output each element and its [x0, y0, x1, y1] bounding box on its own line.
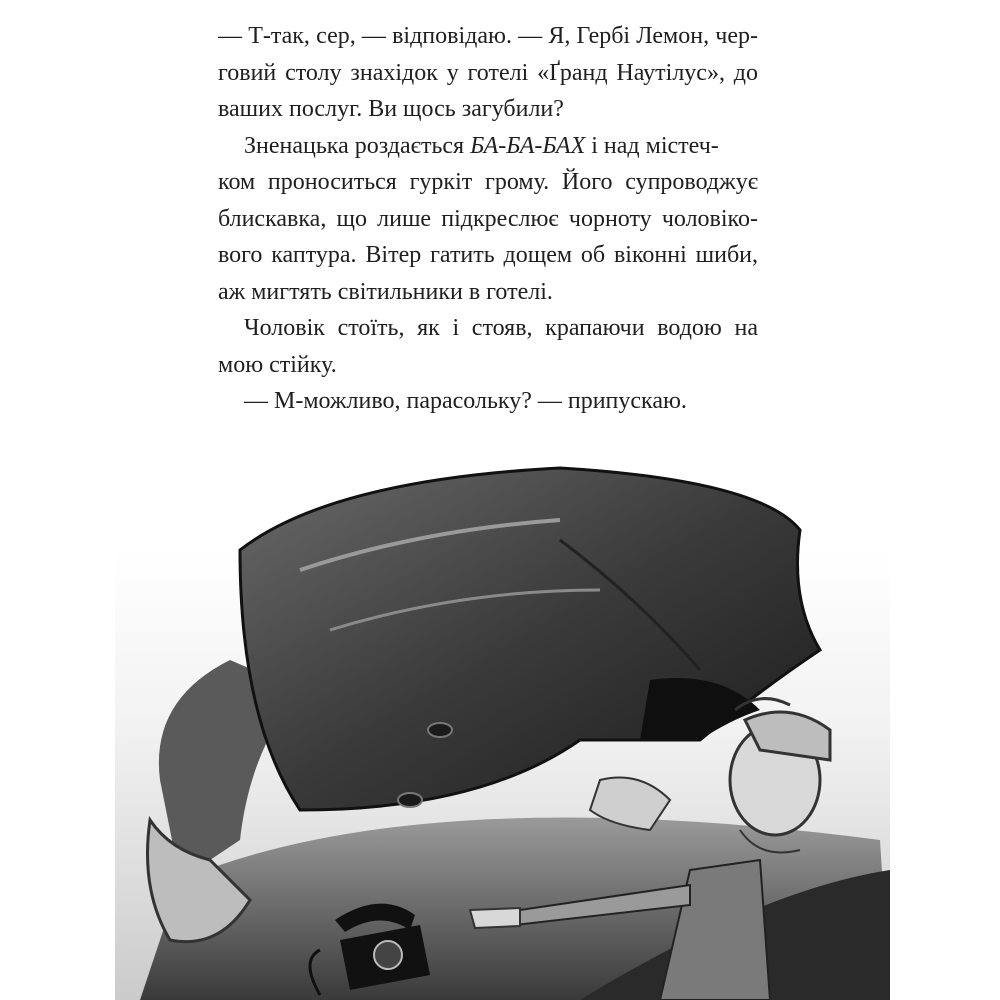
- text-line-2: говий столу знахідок у готелі «Ґранд Наутілус», до: [218, 59, 758, 86]
- text-line-3: ваших послуг. Ви щось загубили?: [218, 96, 564, 122]
- text-line-1: — Т-так, сер, — відповідаю. — Я, Гербі Лемон, чер-: [218, 23, 758, 49]
- text-line-4: [218, 128, 758, 165]
- text-line-6: блискавка, що лише підкреслює чорноту чоловіко-: [218, 205, 758, 232]
- text-line-5: ком проноситься гуркіт грому. Його супроводжує: [218, 169, 758, 195]
- text-line-11: — М-можливо, парасольку? — припускаю.: [244, 388, 687, 414]
- text-line-9: Чоловік стоїть, як і стояв, крапаючи водою на: [244, 315, 758, 341]
- text-line-4-start: Зненацька роздається: [244, 132, 471, 159]
- text-line-7: вого каптура. Вітер гатить дощем об віконні шиби,: [218, 242, 758, 268]
- hooded-figure-and-bellboy-illustration: [0, 420, 1000, 1000]
- sound-effect: БА-БА-БАХ: [470, 132, 586, 159]
- text-line-10: мою стійку.: [218, 351, 337, 378]
- text-line-4-end: і над містеч-: [585, 132, 719, 159]
- story-text: [218, 18, 758, 420]
- text-line-8: аж мигтять світильники в готелі.: [218, 278, 553, 305]
